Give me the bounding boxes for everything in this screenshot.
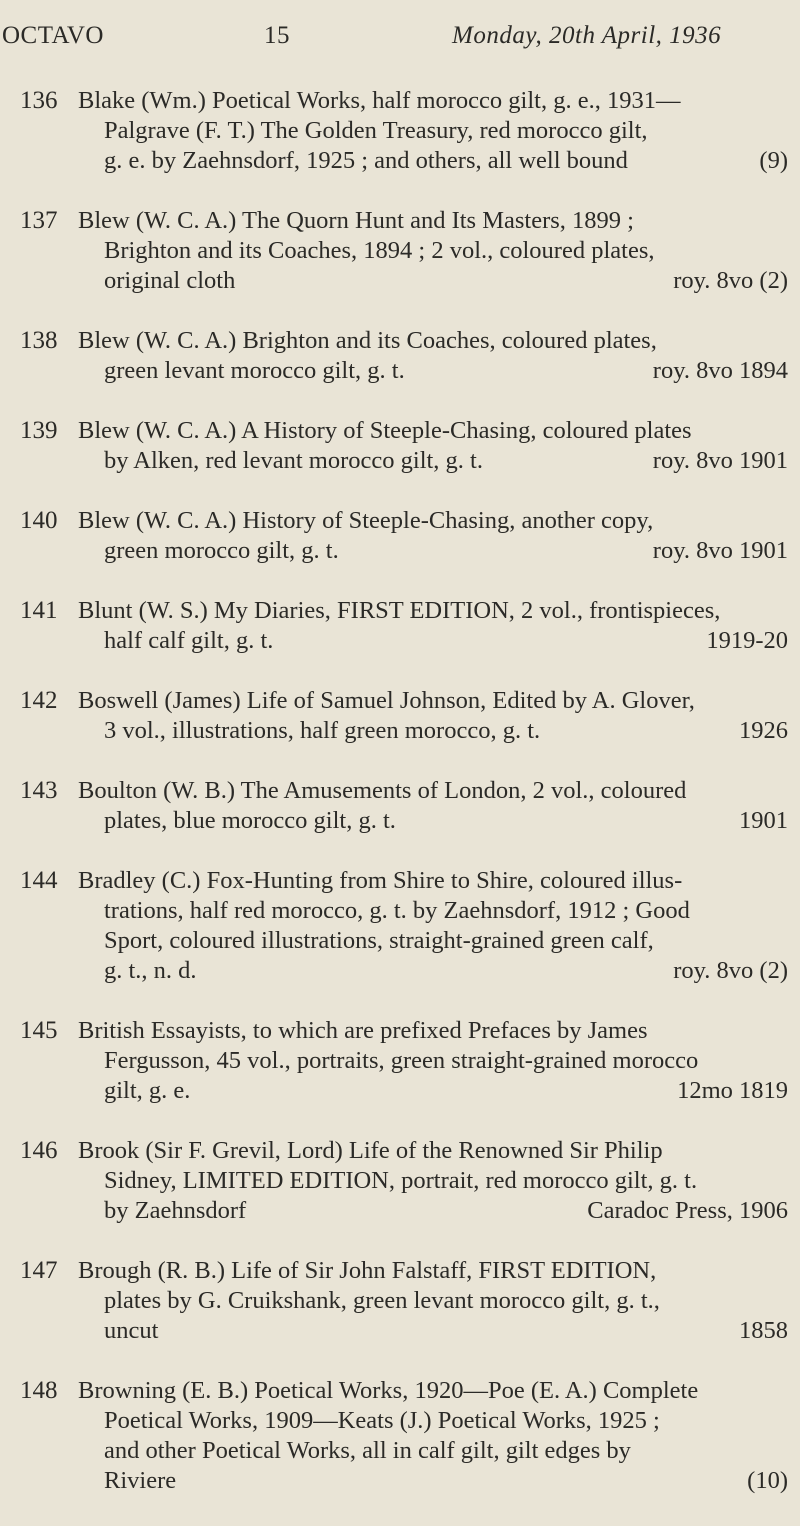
description-line: Browning (E. B.) Poetical Works, 1920—Poe (E. A.) Complete bbox=[78, 1377, 699, 1404]
description-line: Sport, coloured illustrations, straight-grained green calf, bbox=[104, 927, 654, 954]
lot-format-date: roy. 8vo 1894 bbox=[652, 357, 788, 384]
lot-number: 143 bbox=[20, 777, 58, 804]
lot-number: 142 bbox=[20, 687, 58, 714]
lot-number: 140 bbox=[20, 507, 58, 534]
lot-entry bbox=[0, 776, 800, 836]
description-line: Blew (W. C. A.) Brighton and its Coaches, coloured plates, bbox=[78, 327, 657, 354]
lot-format-date: (10) bbox=[747, 1467, 788, 1494]
lot-entry bbox=[0, 506, 800, 566]
description-line: Bradley (C.) Fox-Hunting from Shire to Shire, coloured illus- bbox=[78, 867, 683, 894]
lot-description bbox=[78, 1376, 788, 1496]
description-line: uncut bbox=[104, 1317, 159, 1344]
lot-format-date: Caradoc Press, 1906 bbox=[587, 1197, 788, 1224]
description-line: plates by G. Cruikshank, green levant morocco gilt, g. t., bbox=[104, 1287, 660, 1314]
page-header bbox=[0, 22, 800, 62]
lot-number: 148 bbox=[20, 1377, 58, 1404]
lot-description bbox=[78, 326, 788, 386]
lot-description bbox=[78, 416, 788, 476]
lot-description bbox=[78, 596, 788, 656]
lot-list bbox=[0, 86, 800, 1526]
description-line: Blunt (W. S.) My Diaries, FIRST EDITION, 2 vol., frontispieces, bbox=[78, 597, 721, 624]
description-line: Brighton and its Coaches, 1894 ; 2 vol., coloured plates, bbox=[104, 237, 655, 264]
description-line: British Essayists, to which are prefixed Prefaces by James bbox=[78, 1017, 648, 1044]
lot-number: 146 bbox=[20, 1137, 58, 1164]
lot-entry bbox=[0, 1016, 800, 1106]
lot-number: 145 bbox=[20, 1017, 58, 1044]
lot-description bbox=[78, 86, 788, 176]
lot-description bbox=[78, 506, 788, 566]
lot-format-date: 1926 bbox=[739, 717, 788, 744]
description-line: Boulton (W. B.) The Amusements of London, 2 vol., coloured bbox=[78, 777, 687, 804]
lot-entry bbox=[0, 1136, 800, 1226]
description-line: Blew (W. C. A.) A History of Steeple-Chasing, coloured plates bbox=[78, 417, 692, 444]
description-line: Poetical Works, 1909—Keats (J.) Poetical Works, 1925 ; bbox=[104, 1407, 660, 1434]
description-line: gilt, g. e. bbox=[104, 1077, 191, 1104]
lot-number: 141 bbox=[20, 597, 58, 624]
sale-date: Monday, 20th April, 1936 bbox=[452, 22, 722, 49]
lot-number: 144 bbox=[20, 867, 58, 894]
lot-entry bbox=[0, 686, 800, 746]
lot-format-date: roy. 8vo (2) bbox=[673, 267, 788, 294]
lot-description bbox=[78, 776, 788, 836]
description-line: Palgrave (F. T.) The Golden Treasury, red morocco gilt, bbox=[104, 117, 648, 144]
description-line: plates, blue morocco gilt, g. t. bbox=[104, 807, 396, 834]
description-line: trations, half red morocco, g. t. by Zaehnsdorf, 1912 ; Good bbox=[104, 897, 690, 924]
description-line: green levant morocco gilt, g. t. bbox=[104, 357, 405, 384]
page-number: 15 bbox=[264, 22, 290, 49]
lot-entry bbox=[0, 86, 800, 176]
description-line: green morocco gilt, g. t. bbox=[104, 537, 339, 564]
description-line: Brook (Sir F. Grevil, Lord) Life of the Renowned Sir Philip bbox=[78, 1137, 663, 1164]
lot-format-date: 1901 bbox=[739, 807, 788, 834]
lot-format-date: 12mo 1819 bbox=[677, 1077, 788, 1104]
description-line: Brough (R. B.) Life of Sir John Falstaff, FIRST EDITION, bbox=[78, 1257, 657, 1284]
lot-number: 137 bbox=[20, 207, 58, 234]
lot-number: 138 bbox=[20, 327, 58, 354]
description-line: Sidney, LIMITED EDITION, portrait, red morocco gilt, g. t. bbox=[104, 1167, 698, 1194]
lot-entry bbox=[0, 326, 800, 386]
description-line: g. t., n. d. bbox=[104, 957, 197, 984]
lot-entry bbox=[0, 416, 800, 476]
lot-format-date: roy. 8vo (2) bbox=[673, 957, 788, 984]
description-line: 3 vol., illustrations, half green morocco, g. t. bbox=[104, 717, 541, 744]
lot-description bbox=[78, 1136, 788, 1226]
lot-format-date: roy. 8vo 1901 bbox=[652, 447, 788, 474]
lot-description bbox=[78, 686, 788, 746]
description-line: by Zaehnsdorf bbox=[104, 1197, 247, 1224]
lot-entry bbox=[0, 1256, 800, 1346]
lot-entry bbox=[0, 206, 800, 296]
lot-description bbox=[78, 1016, 788, 1106]
description-line: by Alken, red levant morocco gilt, g. t. bbox=[104, 447, 483, 474]
lot-entry bbox=[0, 596, 800, 656]
lot-format-date: roy. 8vo 1901 bbox=[652, 537, 788, 564]
lot-number: 147 bbox=[20, 1257, 58, 1284]
description-line: Blew (W. C. A.) History of Steeple-Chasing, another copy, bbox=[78, 507, 654, 534]
description-line: Fergusson, 45 vol., portraits, green straight-grained morocco bbox=[104, 1047, 699, 1074]
description-line: Riviere bbox=[104, 1467, 177, 1494]
description-line: Boswell (James) Life of Samuel Johnson, Edited by A. Glover, bbox=[78, 687, 695, 714]
lot-format-date: (9) bbox=[759, 147, 788, 174]
lot-number: 136 bbox=[20, 87, 58, 114]
section-label: OCTAVO bbox=[2, 22, 104, 49]
lot-entry bbox=[0, 1376, 800, 1496]
description-line: g. e. by Zaehnsdorf, 1925 ; and others, all well bound bbox=[104, 147, 628, 174]
lot-number: 139 bbox=[20, 417, 58, 444]
lot-format-date: 1919-20 bbox=[706, 627, 788, 654]
lot-format-date: 1858 bbox=[739, 1317, 788, 1344]
lot-description bbox=[78, 866, 788, 986]
description-line: half calf gilt, g. t. bbox=[104, 627, 274, 654]
lot-description bbox=[78, 1256, 788, 1346]
description-line: Blake (Wm.) Poetical Works, half morocco gilt, g. e., 1931— bbox=[78, 87, 681, 114]
description-line: and other Poetical Works, all in calf gilt, gilt edges by bbox=[104, 1437, 631, 1464]
lot-description bbox=[78, 206, 788, 296]
description-line: original cloth bbox=[104, 267, 236, 294]
description-line: Blew (W. C. A.) The Quorn Hunt and Its Masters, 1899 ; bbox=[78, 207, 634, 234]
lot-entry bbox=[0, 866, 800, 986]
